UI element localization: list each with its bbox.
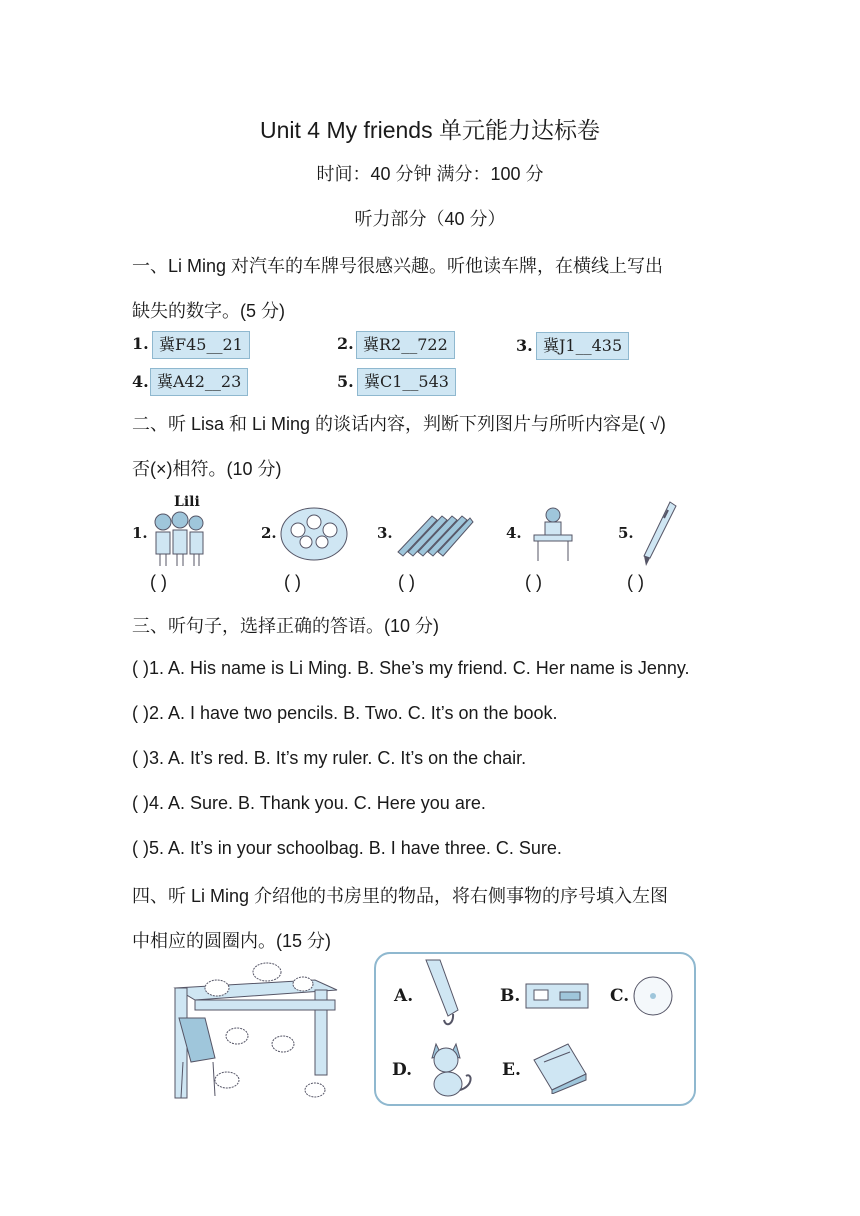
plate-number-1: 1. xyxy=(132,334,149,353)
answer-paren-4[interactable]: ( ) xyxy=(525,572,542,592)
page-title: Unit 4 My friends 单元能力达标卷 xyxy=(260,117,600,143)
time-info: 时间：40 分钟 满分：100 分 xyxy=(316,164,544,184)
ball-icon xyxy=(631,974,675,1018)
plate-number-2: 2. xyxy=(337,334,354,353)
q1-instruction-line2: 缺失的数字。(5 分) xyxy=(132,301,285,321)
answer-paren-2[interactable]: ( ) xyxy=(284,572,301,592)
plate-4: 冀A42__23 xyxy=(150,368,248,396)
pic-number-4: 4. xyxy=(506,524,522,542)
pic-number-3: 3. xyxy=(377,524,393,542)
pencil-box-icon xyxy=(524,980,592,1012)
option-c-label: C. xyxy=(610,986,630,1006)
group-photo-icon xyxy=(278,504,350,562)
plate-number-5: 5. xyxy=(337,372,354,391)
q3-item-3: ( )3. A. It’s red. B. It’s my ruler. C. It’s on the chair. xyxy=(132,748,527,768)
option-e-label: E. xyxy=(502,1060,521,1080)
section-header: 听力部分（40 分） xyxy=(354,209,506,229)
plate-number-3: 3. xyxy=(516,336,533,355)
q3-item-2: ( )2. A. I have two pencils. B. Two. C. It’s on the book. xyxy=(132,703,558,723)
option-d-label: D. xyxy=(392,1060,413,1080)
pic-number-2: 2. xyxy=(261,524,277,542)
pic-number-1: 1. xyxy=(132,524,148,542)
q1-instruction-line1: 一、Li Ming 对汽车的车牌号很感兴趣。听他读车牌，在横线上写出 xyxy=(132,256,664,276)
lili-label: Lili xyxy=(174,494,200,510)
answer-paren-5[interactable]: ( ) xyxy=(627,572,644,592)
options-panel xyxy=(374,952,696,1106)
pen-icon xyxy=(640,500,680,568)
plate-2: 冀R2__722 xyxy=(356,331,455,359)
answer-paren-3[interactable]: ( ) xyxy=(398,572,415,592)
q2-instruction-line2: 否(×)相符。(10 分) xyxy=(132,459,282,479)
cat-icon xyxy=(422,1036,480,1100)
umbrella-icon xyxy=(418,958,468,1028)
desk-icon xyxy=(530,503,576,563)
pic-number-5: 5. xyxy=(618,524,634,542)
q3-instruction: 三、听句子，选择正确的答语。(10 分) xyxy=(132,616,440,636)
q4-instruction-line2: 中相应的圆圈内。(15 分) xyxy=(132,931,332,951)
book-icon xyxy=(530,1042,590,1094)
study-room-picture xyxy=(165,958,345,1103)
answer-paren-1[interactable]: ( ) xyxy=(150,572,167,592)
q3-item-1: ( )1. A. His name is Li Ming. B. She’s my friend. C. Her name is Jenny. xyxy=(132,658,690,678)
q4-instruction-line1: 四、听 Li Ming 介绍他的书房里的物品，将右侧事物的序号填入左图 xyxy=(132,886,669,906)
children-icon xyxy=(148,510,208,568)
q3-item-5: ( )5. A. It’s in your schoolbag. B. I have three. C. Sure. xyxy=(132,838,562,858)
plate-5: 冀C1__543 xyxy=(357,368,456,396)
plate-number-4: 4. xyxy=(132,372,149,391)
plate-1: 冀F45__21 xyxy=(152,331,250,359)
q3-item-4: ( )4. A. Sure. B. Thank you. C. Here you are. xyxy=(132,793,486,813)
pencils-icon xyxy=(396,512,474,558)
option-a-label: A. xyxy=(394,986,414,1006)
plate-3: 冀J1__435 xyxy=(536,332,629,360)
option-b-label: B. xyxy=(500,986,521,1006)
q2-instruction-line1: 二、听 Lisa 和 Li Ming 的谈话内容，判断下列图片与所听内容是( √) xyxy=(132,414,666,434)
